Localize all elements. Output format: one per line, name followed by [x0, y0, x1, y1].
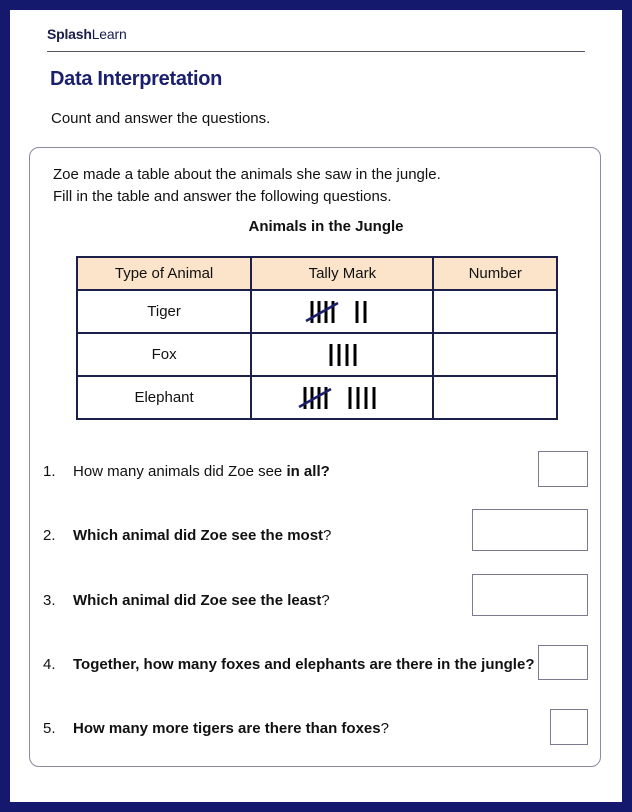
- table-row: [77, 290, 557, 333]
- problem-intro: [53, 164, 441, 208]
- answer-box-2[interactable]: [472, 509, 588, 551]
- tally-cell: [251, 333, 433, 376]
- answer-box-3[interactable]: [472, 574, 588, 616]
- intro-line-1: Zoe made a table about the animals she saw in the jungle.: [53, 166, 441, 183]
- question-number: 2.: [43, 526, 56, 544]
- question-number: 1.: [43, 462, 56, 480]
- animal-cell: Tiger: [77, 290, 251, 333]
- question-card: [29, 147, 601, 767]
- tally-cell: [251, 376, 433, 419]
- worksheet-page: [10, 10, 622, 802]
- brand-logo: [47, 26, 127, 42]
- question-text: [73, 527, 331, 544]
- column-header-tally: Tally Mark: [251, 257, 433, 290]
- animal-cell: Elephant: [77, 376, 251, 419]
- intro-line-2: Fill in the table and answer the following questions.: [53, 188, 392, 205]
- tally-marks-icon: [302, 340, 382, 370]
- question-text-regular: How many animals did Zoe see: [73, 462, 287, 480]
- number-input-cell[interactable]: [433, 290, 557, 333]
- question-text-suffix: ?: [321, 591, 330, 609]
- question-text: [73, 463, 330, 480]
- animal-cell: Fox: [77, 333, 251, 376]
- question-text-bold: Which animal did Zoe see the least: [73, 591, 322, 609]
- table-title: Animals in the Jungle: [248, 218, 404, 235]
- tally-marks-icon: [302, 297, 382, 327]
- question-2: [43, 525, 331, 545]
- question-text-bold: Which animal did Zoe see the most: [73, 526, 324, 544]
- answer-box-5[interactable]: [550, 709, 588, 745]
- question-text-bold: Together, how many foxes and elephants are there in the jungle?: [73, 655, 535, 673]
- brand-logo-part1: Splash: [47, 26, 92, 42]
- question-4: [43, 654, 534, 674]
- header-divider: [47, 51, 585, 52]
- question-text: [73, 720, 389, 737]
- question-text-suffix: ?: [323, 526, 332, 544]
- page-title: Data Interpretation: [50, 68, 223, 90]
- question-number: 3.: [43, 591, 56, 609]
- page-instructions: Count and answer the questions.: [51, 110, 271, 127]
- column-header-number: Number: [433, 257, 557, 290]
- question-5: [43, 718, 389, 738]
- tally-marks-icon: [297, 383, 387, 413]
- number-input-cell[interactable]: [433, 333, 557, 376]
- question-number: 4.: [43, 655, 56, 673]
- tally-table: [76, 256, 558, 420]
- question-1: [43, 461, 330, 481]
- question-text-suffix: ?: [380, 719, 389, 737]
- question-3: [43, 590, 330, 610]
- column-header-type: Type of Animal: [77, 257, 251, 290]
- question-number: 5.: [43, 719, 56, 737]
- table-row: [77, 333, 557, 376]
- answer-box-1[interactable]: [538, 451, 588, 487]
- answer-box-4[interactable]: [538, 645, 588, 680]
- question-text: [73, 656, 534, 673]
- brand-logo-part2: Learn: [91, 26, 127, 42]
- question-text: [73, 592, 330, 609]
- question-text-bold: How many more tigers are there than foxes: [73, 719, 381, 737]
- tally-cell: [251, 290, 433, 333]
- table-header-row: [77, 257, 557, 290]
- table-row: [77, 376, 557, 419]
- number-input-cell[interactable]: [433, 376, 557, 419]
- question-text-bold: in all?: [286, 462, 330, 480]
